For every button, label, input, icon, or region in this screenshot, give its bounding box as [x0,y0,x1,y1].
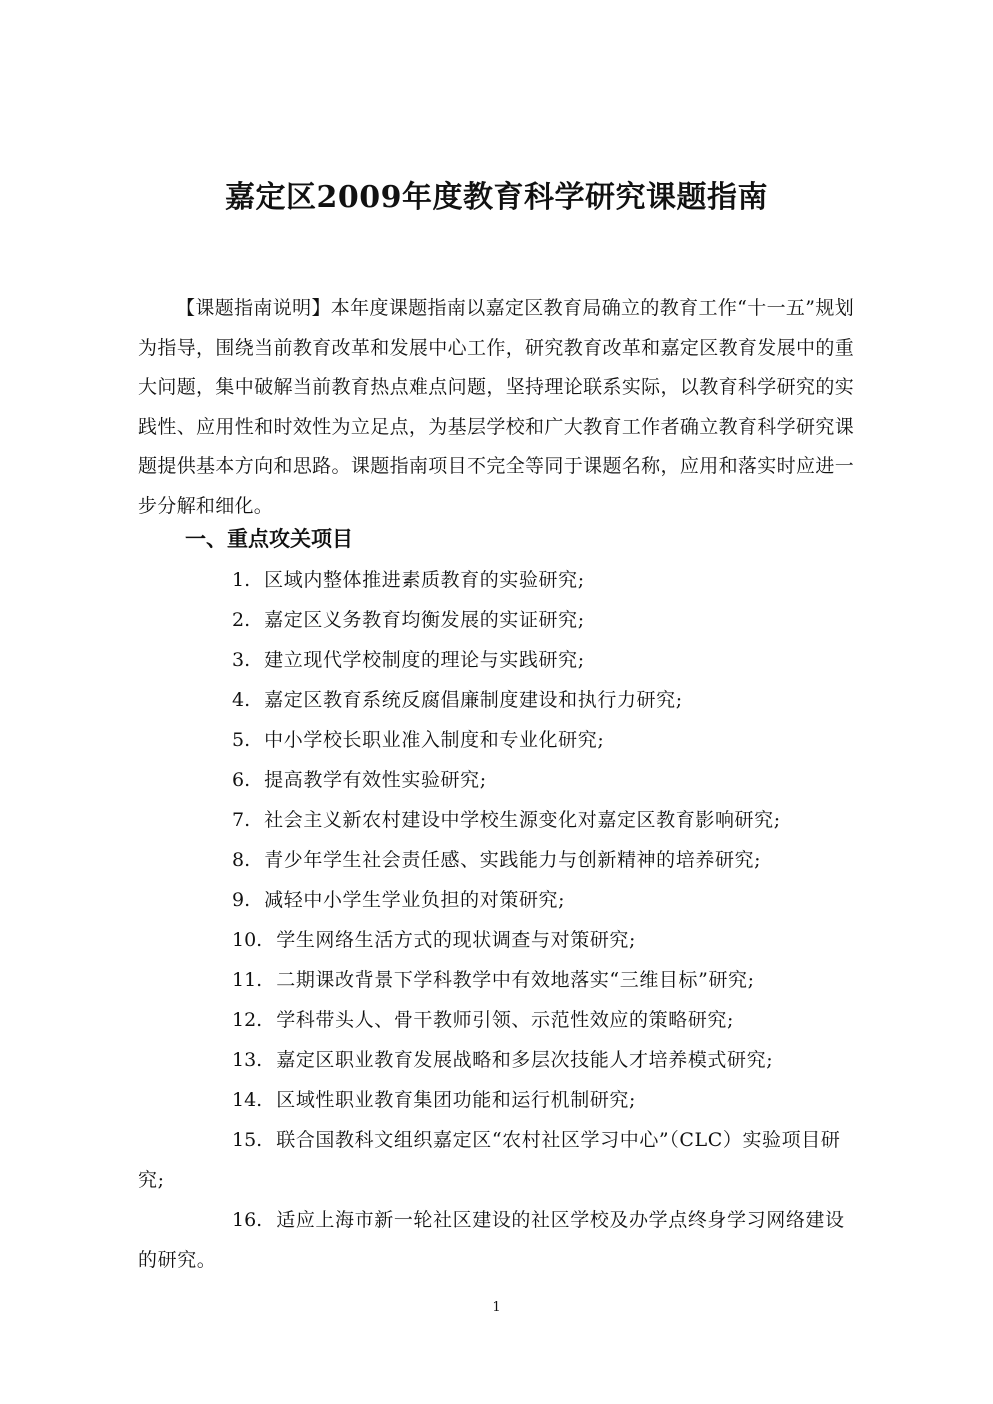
list-item [138,880,854,920]
list-item [138,760,854,800]
project-list [138,560,854,1280]
item-text: 提高教学有效性实验研究; [264,769,487,791]
item-number: 13. [232,1049,263,1071]
list-item [138,840,854,880]
item-text: 建立现代学校制度的理论与实践研究; [264,649,585,671]
item-text: 联合国教科文组织嘉定区“农村社区学习中心”（CLC）实验项目研究; [138,1129,841,1191]
item-number: 14. [232,1089,263,1111]
guide-introduction: 【课题指南说明】本年度课题指南以嘉定区教育局确立的教育工作“十一五”规划为指导，围绕当前教育改革和发展中心工作，研究教育改革和嘉定区教育发展中的重大问题，集中破解当前教育热点难点问题，坚持理论联系实际，以教育科学研究的实践性、应用性和时效性为立足点，为基层学校和广大教育工作者确立教育科学研究课题提供基本方向和思路。课题指南项目不完全等同于课题名称，应用和落实时应进一步分解和细化。 [138,297,854,517]
item-number: 3. [232,649,251,671]
item-number: 8. [232,849,251,871]
item-text: 学生网络生活方式的现状调查与对策研究; [276,929,637,951]
list-item [138,1120,854,1200]
item-number: 4. [232,689,251,711]
list-item [138,1040,854,1080]
item-number: 5. [232,729,251,751]
item-text: 学科带头人、骨干教师引领、示范性效应的策略研究; [276,1009,735,1031]
item-number: 12. [232,1009,263,1031]
item-number: 1. [232,569,251,591]
list-item [138,1000,854,1040]
item-number: 11. [232,969,263,991]
item-number: 2. [232,609,251,631]
list-item [138,1080,854,1120]
item-text: 适应上海市新一轮社区建设的社区学校及办学点终身学习网络建设的研究。 [138,1209,845,1271]
item-number: 10. [232,929,263,951]
list-item [138,560,854,600]
item-text: 区域性职业教育集团功能和运行机制研究; [276,1089,637,1111]
item-text: 青少年学生社会责任感、实践能力与创新精神的培养研究; [264,849,762,871]
section-heading: 一、重点攻关项目 [185,526,353,551]
list-item [138,640,854,680]
list-item [138,1200,854,1280]
list-item [138,800,854,840]
item-number: 9. [232,889,251,911]
document-title: 嘉定区2009年度教育科学研究课题指南 [225,180,768,215]
item-text: 二期课改背景下学科教学中有效地落实“三维目标”研究; [276,969,755,991]
item-text: 中小学校长职业准入制度和专业化研究; [264,729,605,751]
list-item [138,960,854,1000]
item-text: 减轻中小学生学业负担的对策研究; [264,889,566,911]
list-item [138,600,854,640]
item-number: 7. [232,809,251,831]
item-text: 区域内整体推进素质教育的实验研究; [264,569,585,591]
item-text: 嘉定区教育系统反腐倡廉制度建设和执行力研究; [264,689,683,711]
item-number: 16. [232,1209,263,1231]
item-text: 嘉定区职业教育发展战略和多层次技能人才培养模式研究; [276,1049,774,1071]
item-text: 社会主义新农村建设中学校生源变化对嘉定区教育影响研究; [264,809,781,831]
list-item [138,920,854,960]
item-text: 嘉定区义务教育均衡发展的实证研究; [264,609,585,631]
item-number: 15. [232,1129,263,1151]
item-number: 6. [232,769,251,791]
page-number: 1 [492,1300,501,1315]
list-item [138,720,854,760]
list-item [138,680,854,720]
